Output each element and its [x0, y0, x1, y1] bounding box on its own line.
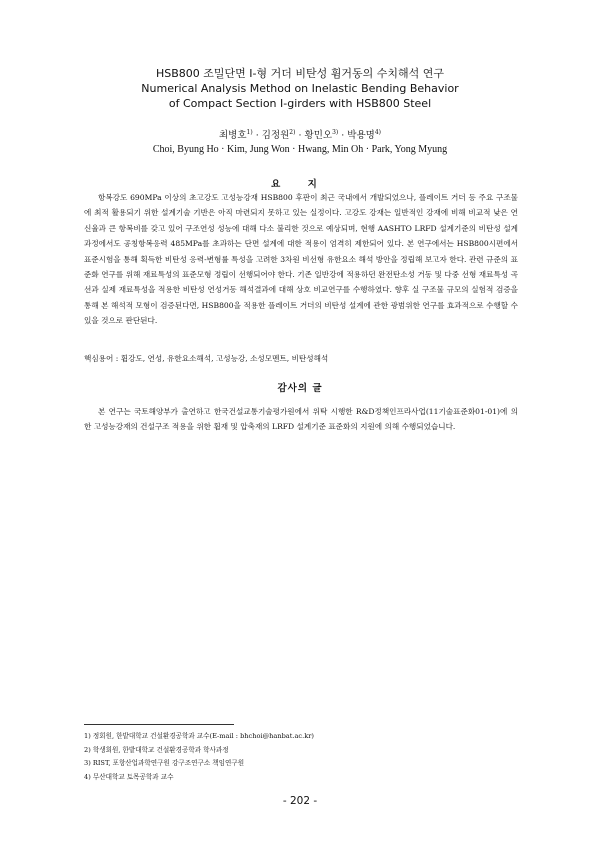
- acknowledgement-text: 본 연구는 국토해양부가 출연하고 한국건설교통기술평가원에서 위탁 시행한 R&D정책인프라사업(11기술표준화01-01)에 의한 고성능강재의 건설구조 적용을 위한 휨재 및 압축재의 LRFD 설계기준 표준화의 지원에 의해 수행되었습니다.: [84, 407, 518, 432]
- footnote-item: 1) 정회원, 한밭대학교 건설환경공학과 교수(E-mail : bhchoi@hanbat.ac.kr): [84, 732, 314, 740]
- title-korean: HSB800 조밀단면 I-형 거더 비탄성 휨거동의 수치해석 연구: [155, 67, 444, 80]
- footnote-item: 2) 학생회원, 한밭대학교 건설환경공학과 학사과정: [84, 745, 229, 754]
- acknowledgement-heading: 감사의 글: [277, 383, 323, 394]
- author-mark: 2): [289, 129, 296, 136]
- author-mark: 3): [332, 129, 339, 136]
- footnote-divider: [84, 724, 234, 725]
- title-english-line-2: of Compact Section I-girders with HSB800 Steel: [168, 97, 432, 110]
- authors-korean: [0, 126, 600, 143]
- author-separator: ·: [338, 130, 348, 142]
- author-mark: 1): [246, 129, 253, 136]
- author-mark: 4): [374, 129, 381, 136]
- abstract-heading: 요 지: [271, 179, 329, 190]
- authors-block: [0, 126, 600, 157]
- title-english-line-1: Numerical Analysis Method on Inelastic Bending Behavior: [141, 82, 459, 95]
- author-name: 박용명: [347, 130, 375, 142]
- footnote-item: 3) RIST, 포항산업과학연구원 강구조연구소 책임연구원: [84, 759, 245, 767]
- author-name: 김정원: [261, 130, 290, 142]
- author-name: 황민오: [304, 130, 333, 142]
- author-separator: ·: [252, 130, 262, 142]
- title-block: [0, 66, 600, 111]
- author-separator: ·: [295, 130, 305, 142]
- author-name: 최병호: [219, 130, 247, 142]
- authors-english: Choi, Byung Ho · Kim, Jung Won · Hwang, Min Oh · Park, Yong Myung: [152, 144, 448, 156]
- keywords: 핵심용어 : 휨강도, 연성, 유한요소해석, 고성능강, 소성모멘트, 비탄성해석: [84, 354, 329, 363]
- footnotes: [84, 730, 518, 784]
- page-number: - 202 -: [282, 795, 318, 807]
- abstract-text: 항복강도 690MPa 이상의 초고강도 고성능강재 HSB800 후판이 최근 국내에서 개발되었으나, 플레이트 거더 등 주요 구조물에 최적 활용되기 위한 설계기술 기반은 아직 마련되지 못하고 있는 실정이다. 고강도 강재는 일반적인 강재에 비해 비교적 낮은 연신율과 큰 항복비를 갖고 있어 구조연성 성능에 대해 다소 불리한 것으로 예상되며, 현행 AASHTO LRFD 설계기준의 비탄성 설계과정에서도 공칭항복응력 485MPa를 초과하는 단면 설계에 대한 적용이 엄격히 제한되어 있다. 본 연구에서는 HSB800시편에서 표준시험을 통해 획득한 비탄성 응력-변형률 특성을 고려한 3차원 비선형 유한요소 해석 방안을 정립해 보고자 한다. 관련 규준의 표준화 연구를 위해 재료특성의 표준모형 정립이 선행되어야 한다. 기존 일반강에 적용하던 완전탄소성 거동 및 다중 선형 재료특성 곡선과 실제 재료특성을 적용한 비탄성 연성거동 해석결과에 대해 상호 비교연구를 수행하였다. 향후 실 구조물 규모의 실험적 검증을 통해 본 해석적 모형이 검증된다면, HSB800을 적용한 플레이트 거더의 비탄성 설계에 관한 광범위한 연구를 효과적으로 수행할 수 있을 것으로 판단된다.: [84, 193, 518, 326]
- footnote-item: 4) 무산대학교 토목공학과 교수: [84, 772, 174, 781]
